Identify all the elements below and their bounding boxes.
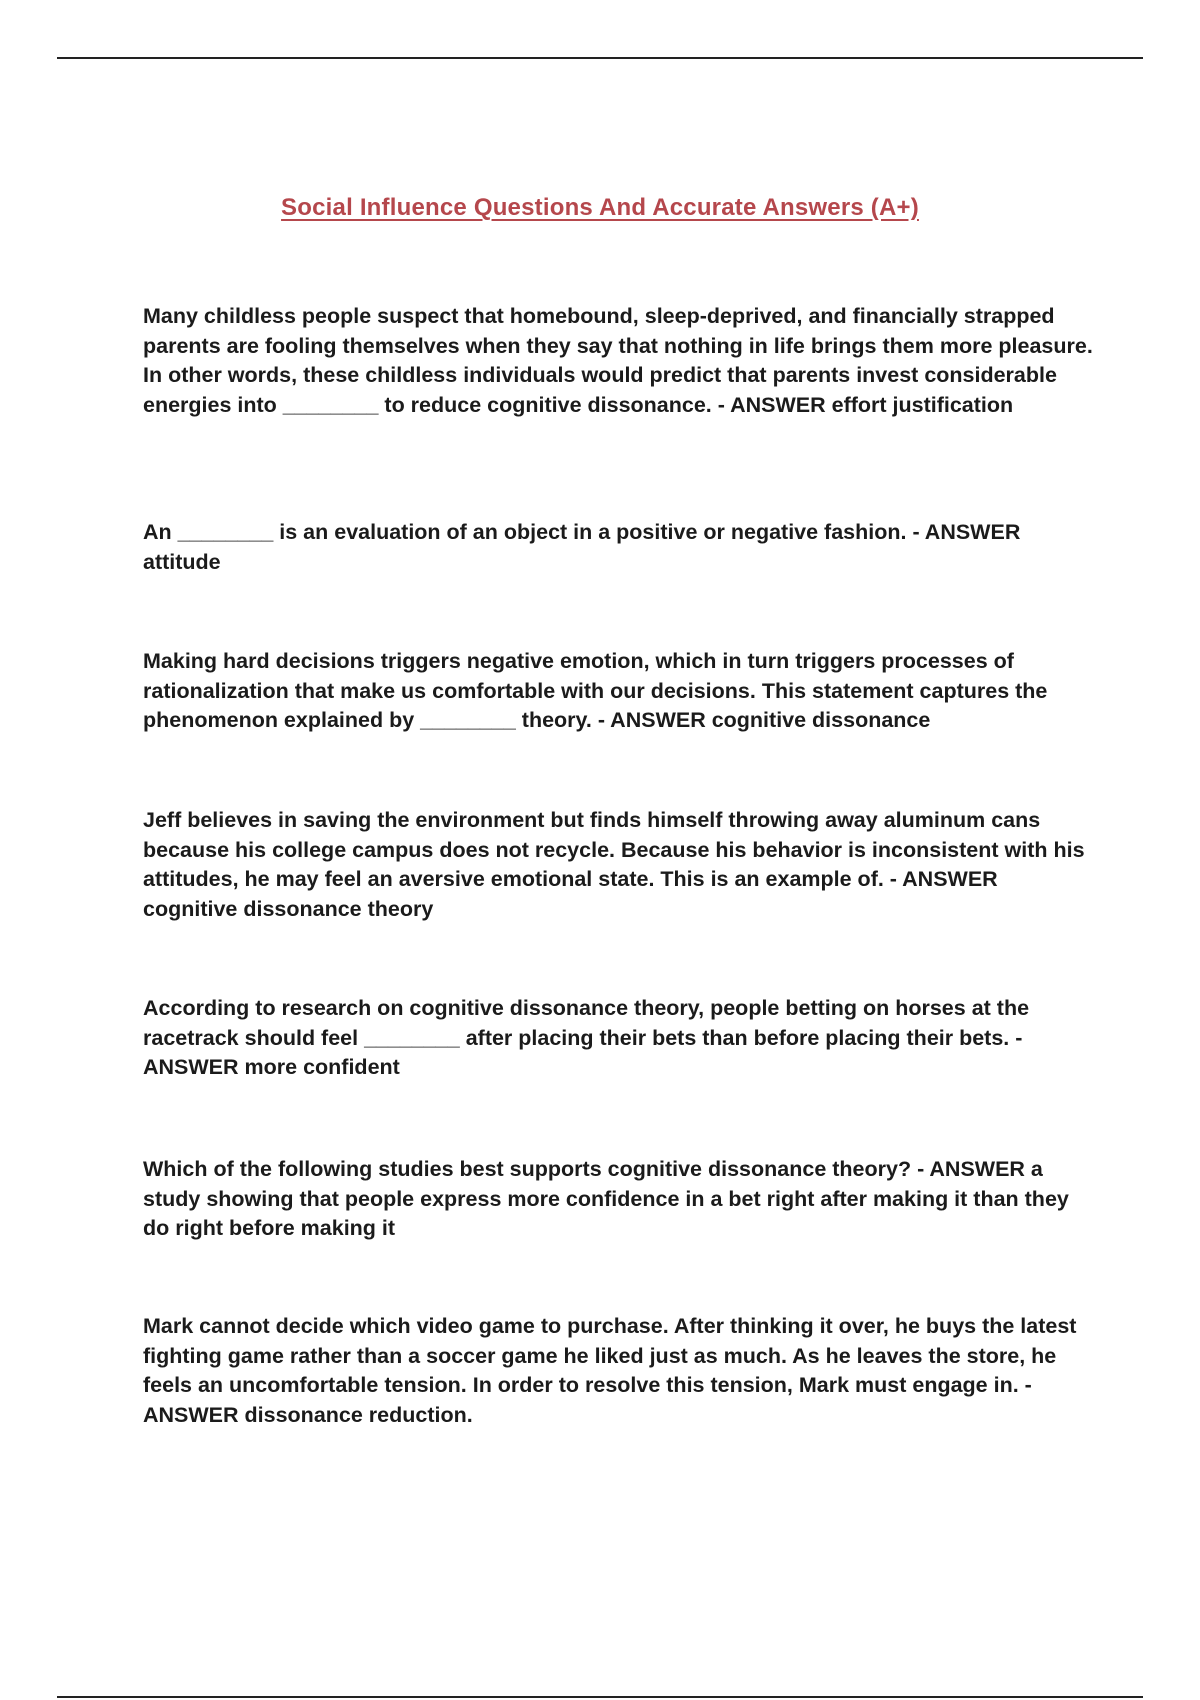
bottom-rule (57, 1696, 1143, 1698)
question-answer-item: Which of the following studies best supports cognitive dissonance theory? - ANSWER a study showing that people express more confidence in a bet right after making it than they do right before making it (143, 1157, 1069, 1240)
question-answer-item: Mark cannot decide which video game to purchase. After thinking it over, he buys the latest fighting game rather than a soccer game he liked just as much. As he leaves the store, he feels an uncomfortable tension. In order to resolve this tension, Mark must engage in. - ANSWER dissonance reduction. (143, 1314, 1077, 1427)
question-answer-item: Jeff believes in saving the environment but finds himself throwing away aluminum cans because his college campus does not recycle. Because his behavior is inconsistent with his attitudes, he may feel an aversive emotional state. This is an example of. - ANSWER cognitive dissonance theory (143, 808, 1085, 921)
document-title: Social Influence Questions And Accurate Answers (A+) (281, 194, 919, 221)
question-answer-item: Many childless people suspect that homebound, sleep-deprived, and financially strapped parents are fooling themselves when they say that nothing in life brings them more pleasure. In other words, these childless individuals would predict that parents invest considerable energies into ________ to reduce cognitive dissonance. - ANSWER effort justification (143, 304, 1093, 417)
question-answer-item: An ________ is an evaluation of an object in a positive or negative fashion. - ANSWER attitude (143, 520, 1021, 574)
question-answer-item: Making hard decisions triggers negative emotion, which in turn triggers processes of rationalization that make us comfortable with our decisions. This statement captures the phenomenon explained by ________ theory. - ANSWER cognitive dissonance (143, 649, 1048, 732)
top-rule (57, 57, 1143, 59)
question-answer-item: According to research on cognitive dissonance theory, people betting on horses at the racetrack should feel ________ after placing their bets than before placing their bets. - ANSWER more confident (143, 996, 1030, 1079)
